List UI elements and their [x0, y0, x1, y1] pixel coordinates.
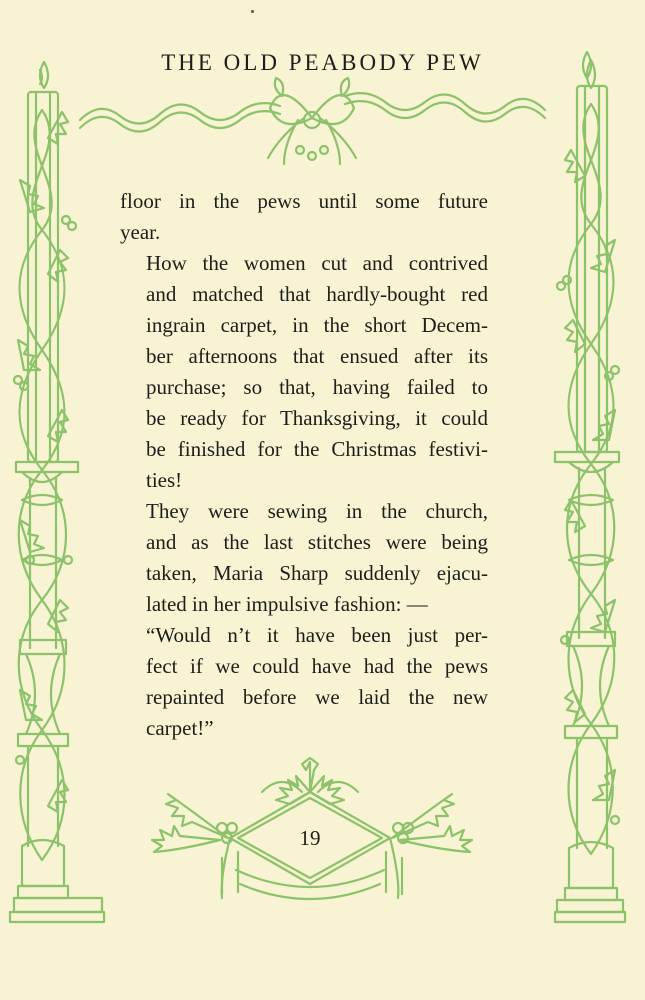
- text-line: “Would n’t it have been just per-: [146, 623, 488, 647]
- paragraph: [120, 496, 488, 620]
- text-line: be finished for the Christmas festivi-: [146, 437, 488, 461]
- text-line: be ready for Thanksgiving, it could: [146, 406, 488, 430]
- text-line: and as the last stitches were being: [146, 530, 488, 554]
- text-line: taken, Maria Sharp suddenly ejacu-: [146, 561, 488, 585]
- text-line: ber afternoons that ensued after its: [146, 344, 488, 368]
- left-candle-ornament: [10, 62, 104, 922]
- paragraph: [120, 620, 488, 744]
- paragraph: [120, 248, 488, 496]
- text-line: lated in her impulsive fashion: —: [146, 592, 428, 616]
- right-candle-ornament: [555, 52, 625, 922]
- body-text: [120, 186, 488, 744]
- text-line: carpet!”: [146, 716, 214, 740]
- top-ribbon-bow: [80, 78, 545, 164]
- text-line: purchase; so that, having failed to: [146, 375, 488, 399]
- text-line: floor in the pews until some future: [120, 189, 488, 213]
- text-line: ties!: [146, 468, 183, 492]
- text-line: How the women cut and contrived: [146, 251, 488, 275]
- text-line: ingrain carpet, in the short Decem-: [146, 313, 488, 337]
- text-line: year.: [120, 220, 161, 244]
- text-line: fect if we could have had the pews: [146, 654, 488, 678]
- text-line: They were sewing in the church,: [146, 499, 488, 523]
- running-head: THE OLD PEABODY PEW: [161, 50, 484, 75]
- text-line: repainted before we laid the new: [146, 685, 488, 709]
- page-number: 19: [299, 826, 321, 850]
- paragraph: [120, 186, 488, 248]
- text-line: and matched that hardly-bought red: [146, 282, 488, 306]
